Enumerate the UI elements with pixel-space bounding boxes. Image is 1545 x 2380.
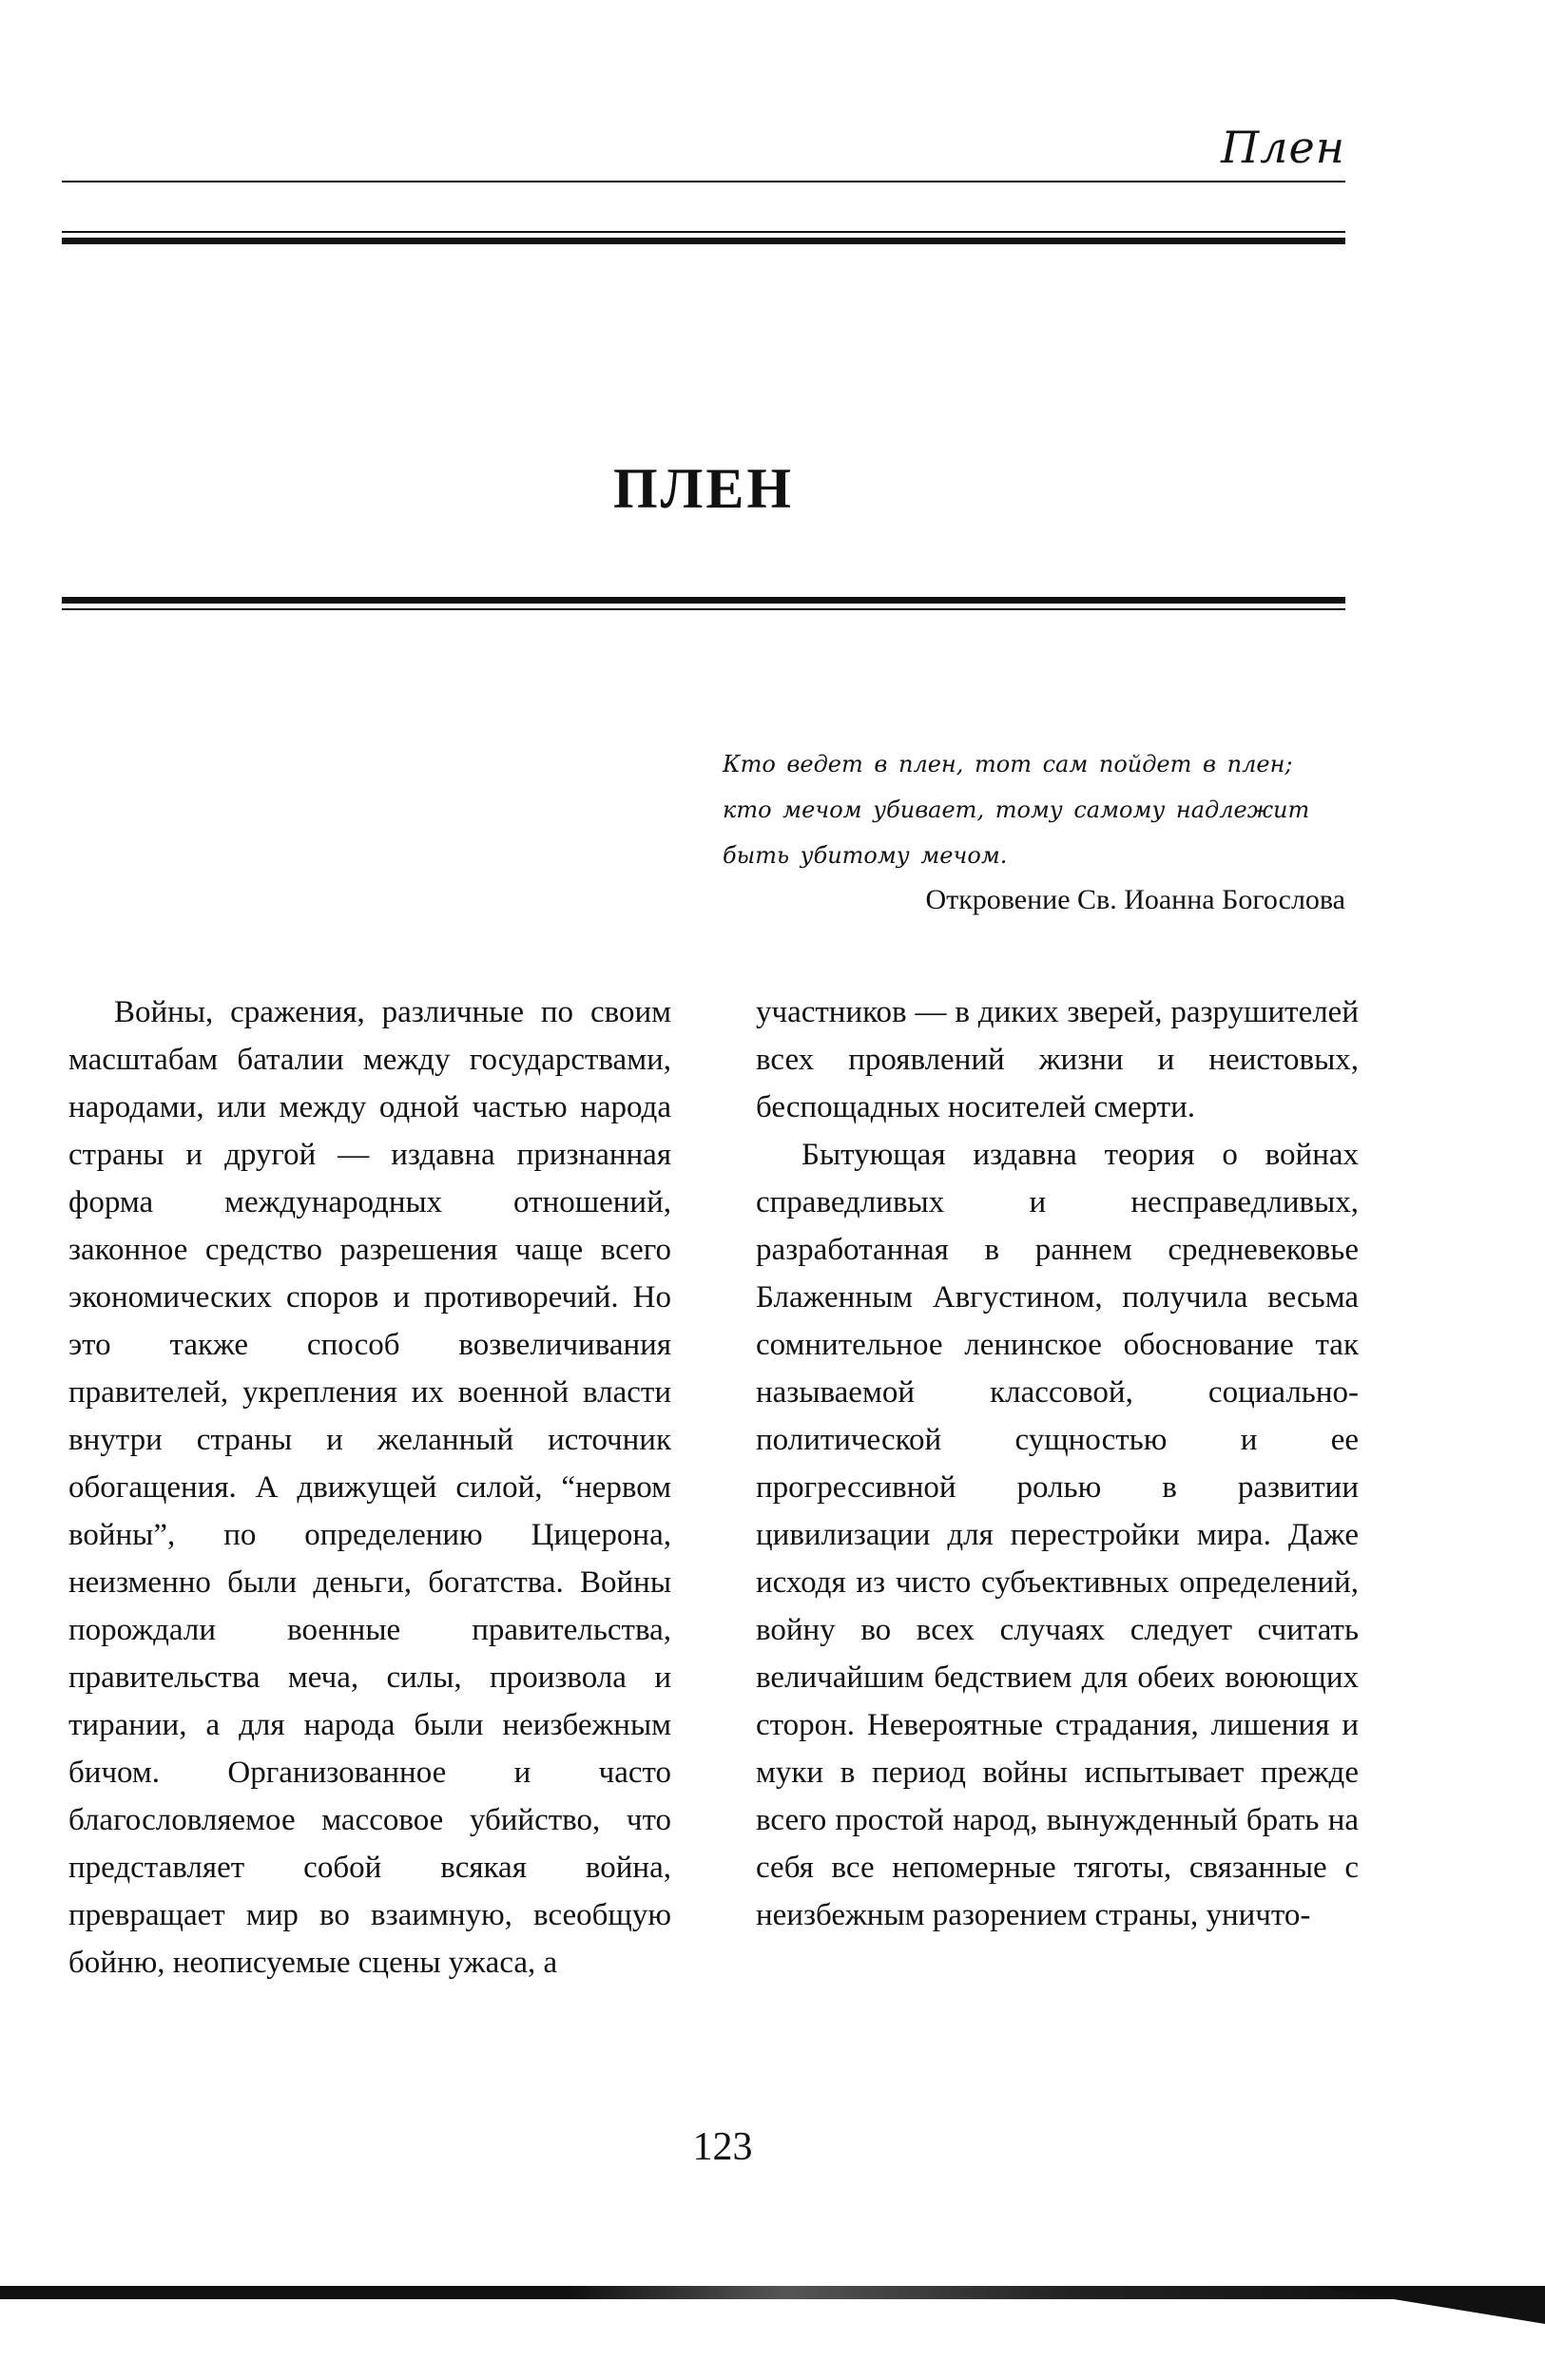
epigraph-source: Откровение Св. Иоанна Богослова [925, 884, 1345, 915]
scan-edge-bar [0, 2286, 1426, 2299]
title-top-rule-thin [62, 231, 1345, 233]
right-column [756, 988, 1359, 1939]
page-number: 123 [692, 2125, 753, 2169]
epigraph-text: Кто ведет в плен, тот сам пойдет в плен; кто мечом убивает, тому самому надлежит быть убитому мечом. [723, 751, 1310, 869]
body-paragraph: участников — в диких зверей, разрушителей всех проявлений жизни и неистовых, беспощадных носителей смерти. [756, 995, 1359, 1124]
scan-edge-shadow [1312, 2286, 1545, 2324]
title-top-rule-thick [62, 238, 1345, 244]
body-paragraph: Бытующая издавна теория о войнах справедливых и несправедливых, разработанная в раннем средневековье Блаженным Августином, получила весьма сомнительное ленинское обоснование так называемой классовой, социально-политической сущностью и ее прогрессивной ролью в развитии цивилизации для перестройки мира. Даже исходя из чисто субъективных определений, войну во всех случаях следует считать величайшим бедствием для обеих воюющих сторон. Невероятные страдания, лишения и муки в период войны испытывает прежде всего простой народ, вынужденный брать на себя все непомерные тяготы, связанные с неизбежным разорением страны, уничто- [756, 1138, 1359, 1932]
body-paragraph: Войны, сражения, различные по своим масштабам баталии между государствами, народами, или между одной частью народа страны и другой — издавна признанная форма международных отношений, законное средство разрешения чаще всего экономических споров и противоречий. Но это также способ возвеличивания правителей, укрепления их военной власти внутри страны и желанный источник обогащения. А движущей силой, “нервом войны”, по определению Цицерона, неизменно были деньги, богатства. Войны порождали военные правительства, правительства меча, силы, произвола и тирании, а для народа были неизбежным бичом. Организованное и часто благословляемое массовое убийство, что представляет собой всякая война, превращает мир во взаимную, всеобщую бойню, неописуемые сцены ужаса, а [68, 995, 671, 1980]
left-column [68, 988, 671, 1987]
title-bottom-rule-thick [62, 597, 1345, 604]
title-bottom-rule-thin [62, 608, 1345, 610]
running-head: Плен [1221, 122, 1345, 173]
chapter-title: ПЛЕН [612, 457, 795, 520]
header-rule [62, 181, 1345, 182]
